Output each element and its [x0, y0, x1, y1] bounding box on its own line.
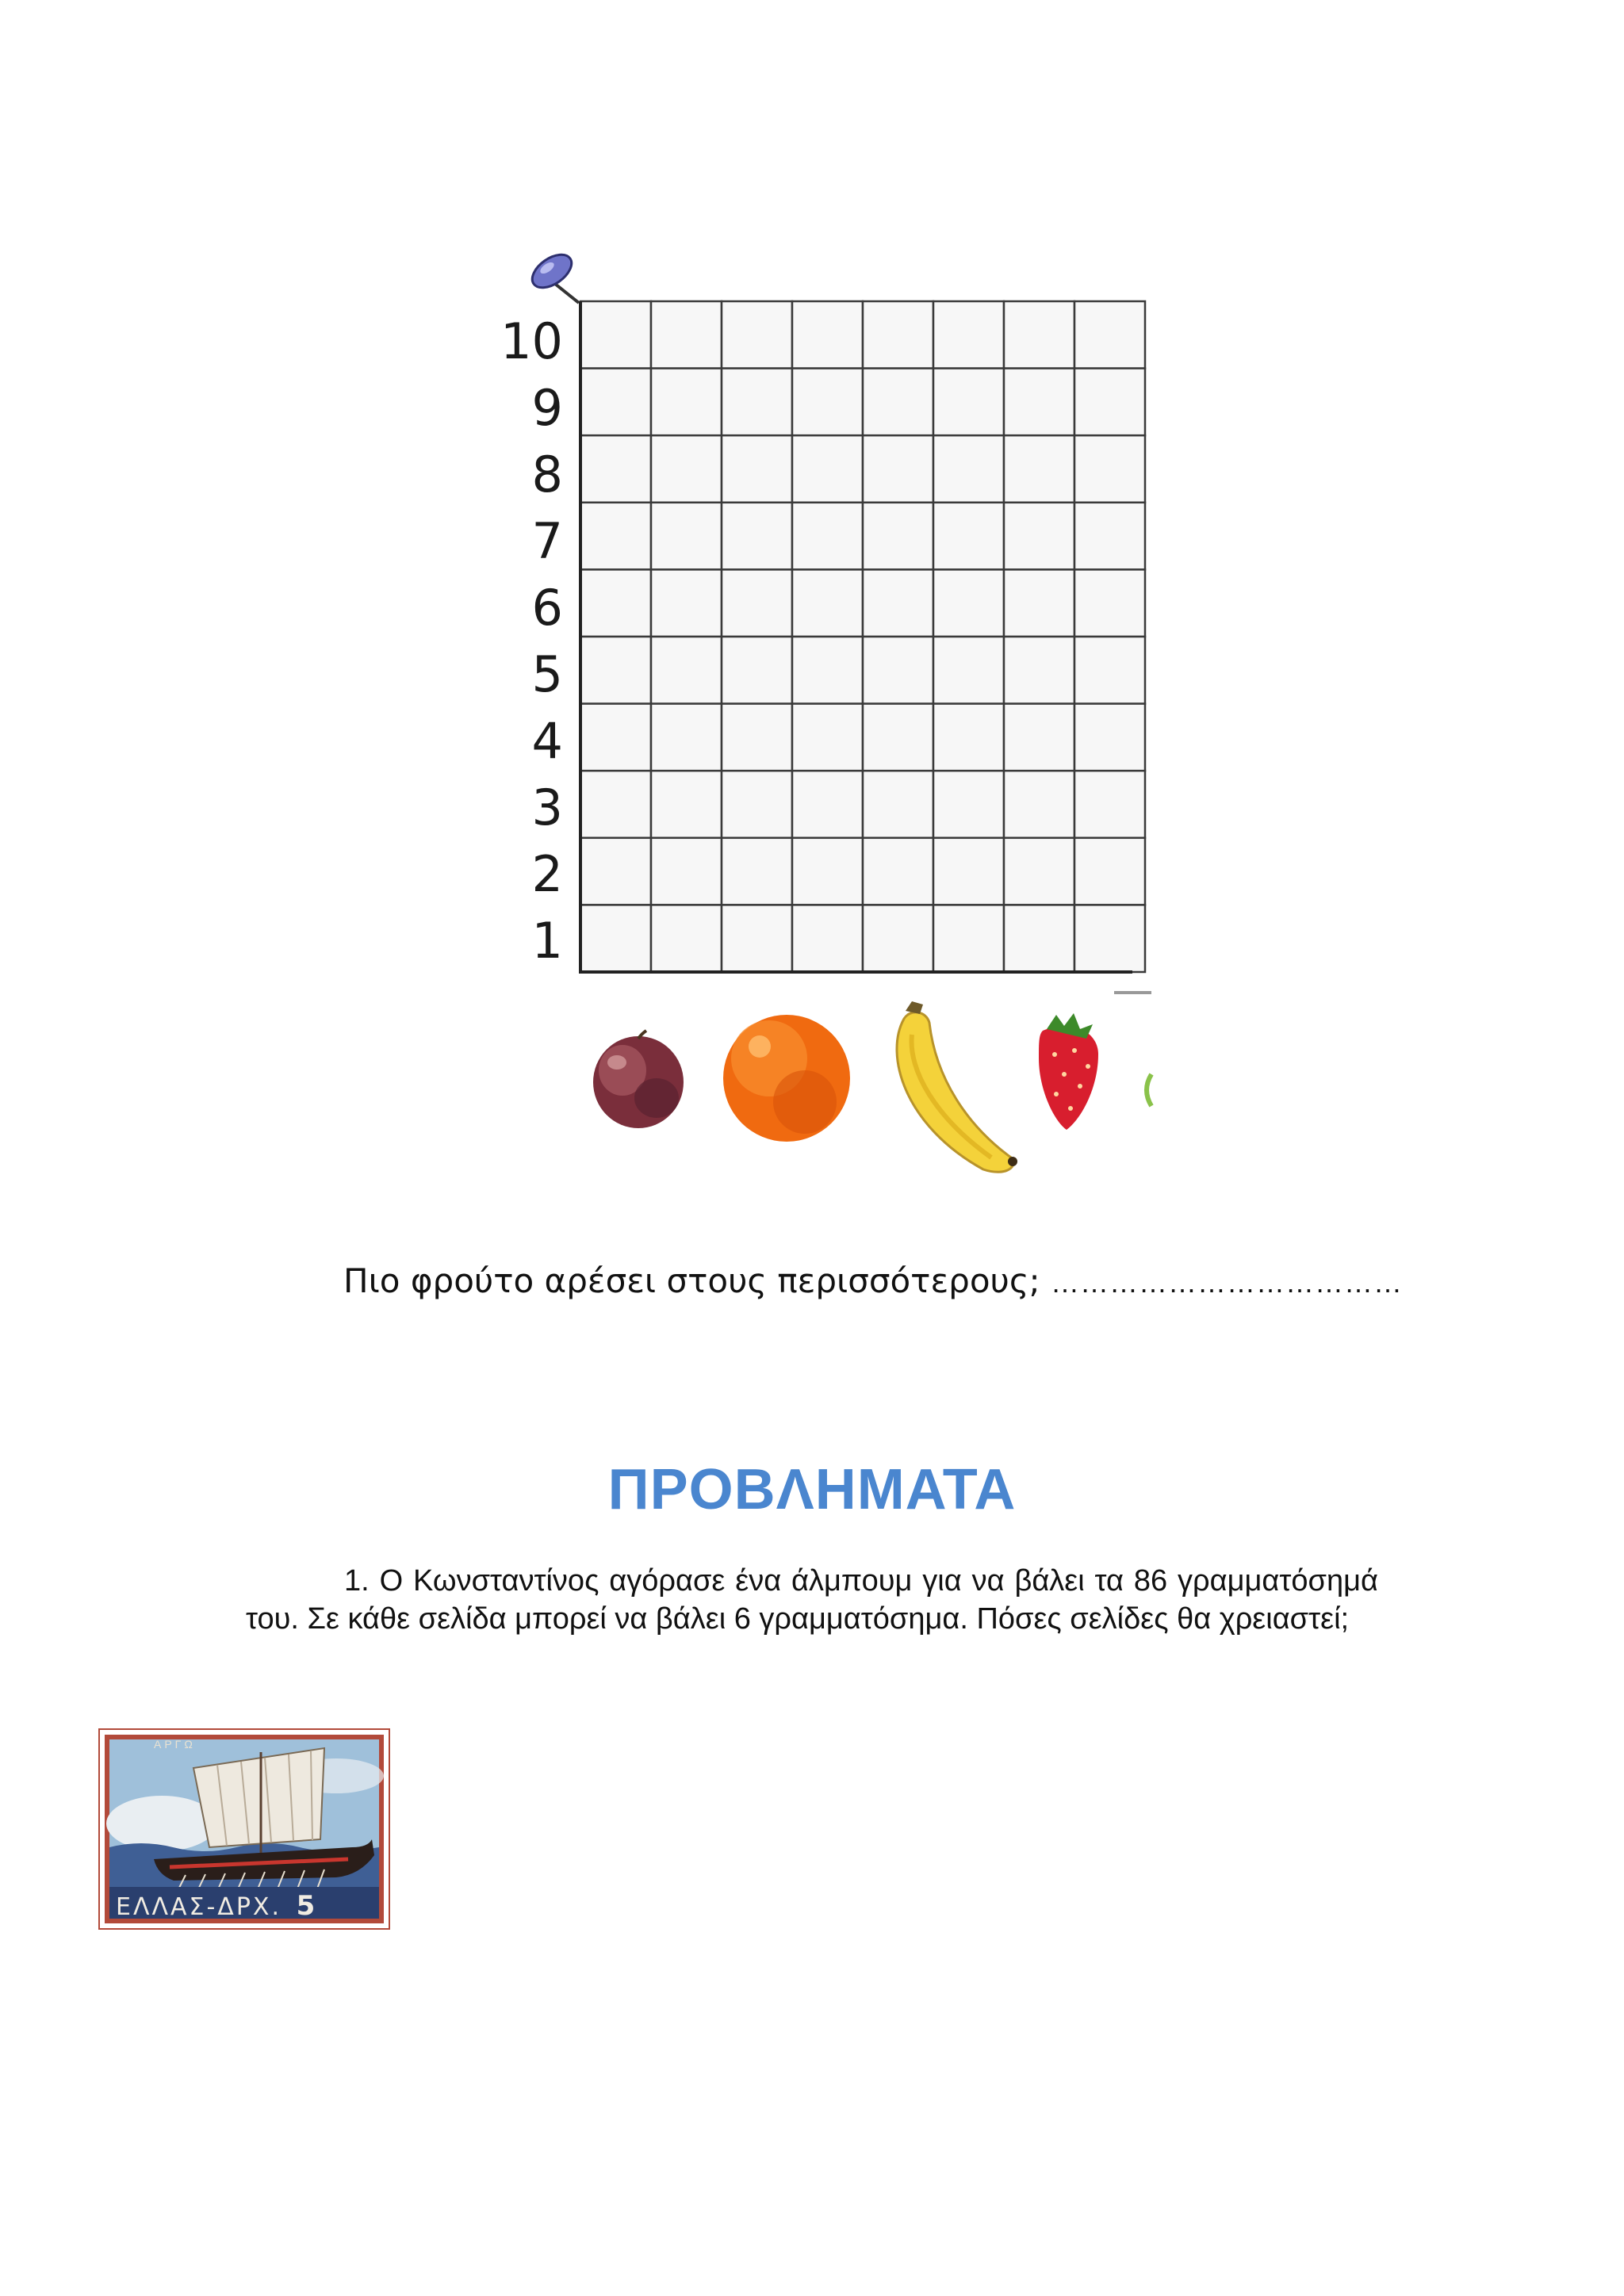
grid-cell[interactable] [1074, 905, 1145, 972]
y-label-7: 7 [531, 512, 563, 570]
grid-cell[interactable] [933, 637, 1004, 704]
grid-cell[interactable] [1074, 569, 1145, 637]
grid-cell[interactable] [722, 838, 792, 905]
pictograph-chart [492, 238, 1189, 1213]
grid-cell[interactable] [933, 905, 1004, 972]
y-label-9: 9 [531, 379, 563, 437]
grid-cell[interactable] [651, 301, 722, 369]
grid-cell[interactable] [722, 569, 792, 637]
stamp-image [98, 1728, 390, 1930]
stamp-top-text: ΑΡΓΩ [154, 1738, 196, 1751]
grid-cell[interactable] [651, 704, 722, 771]
grid-cell[interactable] [863, 704, 933, 771]
orange-icon [723, 1015, 850, 1142]
y-label-8: 8 [531, 446, 563, 503]
grid-cell[interactable] [933, 435, 1004, 503]
grid-cell[interactable] [1004, 569, 1074, 637]
grid-cell[interactable] [863, 435, 933, 503]
chart-grid [492, 238, 1189, 1213]
grid-cell[interactable] [1004, 301, 1074, 369]
grid-cell[interactable] [792, 503, 863, 570]
grid-cell[interactable] [863, 503, 933, 570]
grid-cell[interactable] [580, 704, 651, 771]
grid-cell[interactable] [1074, 771, 1145, 838]
grid-cell[interactable] [580, 771, 651, 838]
problem-1 [246, 1562, 1378, 1638]
grid-cell[interactable] [1074, 369, 1145, 436]
grid-cell[interactable] [863, 301, 933, 369]
y-label-6: 6 [531, 579, 563, 637]
grid-cell[interactable] [792, 905, 863, 972]
cut-fruit-icon [1147, 1074, 1151, 1106]
grid-cell[interactable] [1074, 704, 1145, 771]
grid-cell[interactable] [863, 838, 933, 905]
y-label-1: 1 [531, 912, 563, 970]
grid-cell[interactable] [792, 435, 863, 503]
section-heading: ΠΡΟΒΛΗΜΑΤΑ [607, 1458, 1017, 1521]
grid-cell[interactable] [1004, 771, 1074, 838]
grid-cell[interactable] [792, 569, 863, 637]
grid-cell[interactable] [580, 503, 651, 570]
y-label-10: 10 [500, 312, 563, 370]
grid-cell[interactable] [1074, 503, 1145, 570]
grid-cell[interactable] [933, 503, 1004, 570]
grid-cell[interactable] [1004, 637, 1074, 704]
stamp-value: 5 [296, 1890, 318, 1922]
grid-cell[interactable] [863, 569, 933, 637]
grid-cell[interactable] [651, 637, 722, 704]
grid-cell[interactable] [1074, 637, 1145, 704]
y-label-3: 3 [531, 779, 563, 836]
y-label-2: 2 [531, 845, 563, 903]
grid-cell[interactable] [580, 435, 651, 503]
y-label-4: 4 [531, 712, 563, 770]
grid-cell[interactable] [863, 637, 933, 704]
grid-cell[interactable] [933, 369, 1004, 436]
grid-cell[interactable] [792, 838, 863, 905]
grid-cell[interactable] [792, 704, 863, 771]
grid-cell[interactable] [651, 905, 722, 972]
grid-cell[interactable] [722, 369, 792, 436]
grid-cell[interactable] [580, 905, 651, 972]
grid-cell[interactable] [792, 369, 863, 436]
stamp-country-text: ΕΛΛΑΣ-ΔΡΧ. [116, 1893, 282, 1921]
grid-cell[interactable] [1074, 301, 1145, 369]
grid-cell[interactable] [651, 838, 722, 905]
grid-cell[interactable] [933, 569, 1004, 637]
question-text: Πιο φρούτο αρέσει στους περισσότερους; [343, 1261, 1040, 1300]
grid-cell[interactable] [580, 569, 651, 637]
problem-1-text: 1. Ο Κωνσταντίνος αγόρασε ένα άλμπουμ για να βάλει τα 86 γραμματόσημά του. Σε κάθε σελίδα μπορεί να βάλει 6 γραμματόσημα. Πόσες σελίδες θα χρειαστεί; [246, 1564, 1378, 1636]
stamp-bottom-text [116, 1890, 317, 1922]
grid-cell[interactable] [651, 369, 722, 436]
grid-cell[interactable] [1074, 435, 1145, 503]
grid-cell[interactable] [580, 369, 651, 436]
grid-cell[interactable] [580, 637, 651, 704]
grid-cell[interactable] [933, 704, 1004, 771]
grid-cell[interactable] [722, 905, 792, 972]
grid-cell[interactable] [722, 704, 792, 771]
grid-cell[interactable] [722, 637, 792, 704]
grid-cell[interactable] [792, 301, 863, 369]
grid-cell[interactable] [933, 838, 1004, 905]
answer-blank[interactable]: ……………………………… [1050, 1266, 1403, 1299]
grid-cell[interactable] [933, 301, 1004, 369]
grid-cell[interactable] [863, 905, 933, 972]
grid-cell[interactable] [722, 435, 792, 503]
grid-cell[interactable] [863, 771, 933, 838]
grid-cell[interactable] [722, 771, 792, 838]
grid-cell[interactable] [1004, 838, 1074, 905]
grid-cell[interactable] [1004, 503, 1074, 570]
grid-cell[interactable] [1004, 435, 1074, 503]
grid-cell[interactable] [722, 301, 792, 369]
grid-cell[interactable] [651, 569, 722, 637]
grid-cell[interactable] [1004, 704, 1074, 771]
grid-cell[interactable] [651, 435, 722, 503]
grid-cells [580, 301, 1145, 972]
grid-cell[interactable] [722, 503, 792, 570]
grid-cell[interactable] [580, 301, 651, 369]
grid-cell[interactable] [933, 771, 1004, 838]
y-label-5: 5 [531, 645, 563, 703]
pushpin-icon [527, 248, 579, 303]
grid-cell[interactable] [1004, 369, 1074, 436]
question-line [343, 1261, 1403, 1300]
grid-cell[interactable] [580, 838, 651, 905]
grid-cell[interactable] [651, 503, 722, 570]
grid-cell[interactable] [792, 771, 863, 838]
grid-cell[interactable] [651, 771, 722, 838]
banana-icon [897, 1001, 1017, 1172]
grid-cell[interactable] [863, 369, 933, 436]
grid-cell[interactable] [792, 637, 863, 704]
strawberry-icon [1039, 1013, 1098, 1130]
grid-cell[interactable] [1074, 838, 1145, 905]
grid-cell[interactable] [1004, 905, 1074, 972]
apple-icon [593, 1031, 684, 1128]
